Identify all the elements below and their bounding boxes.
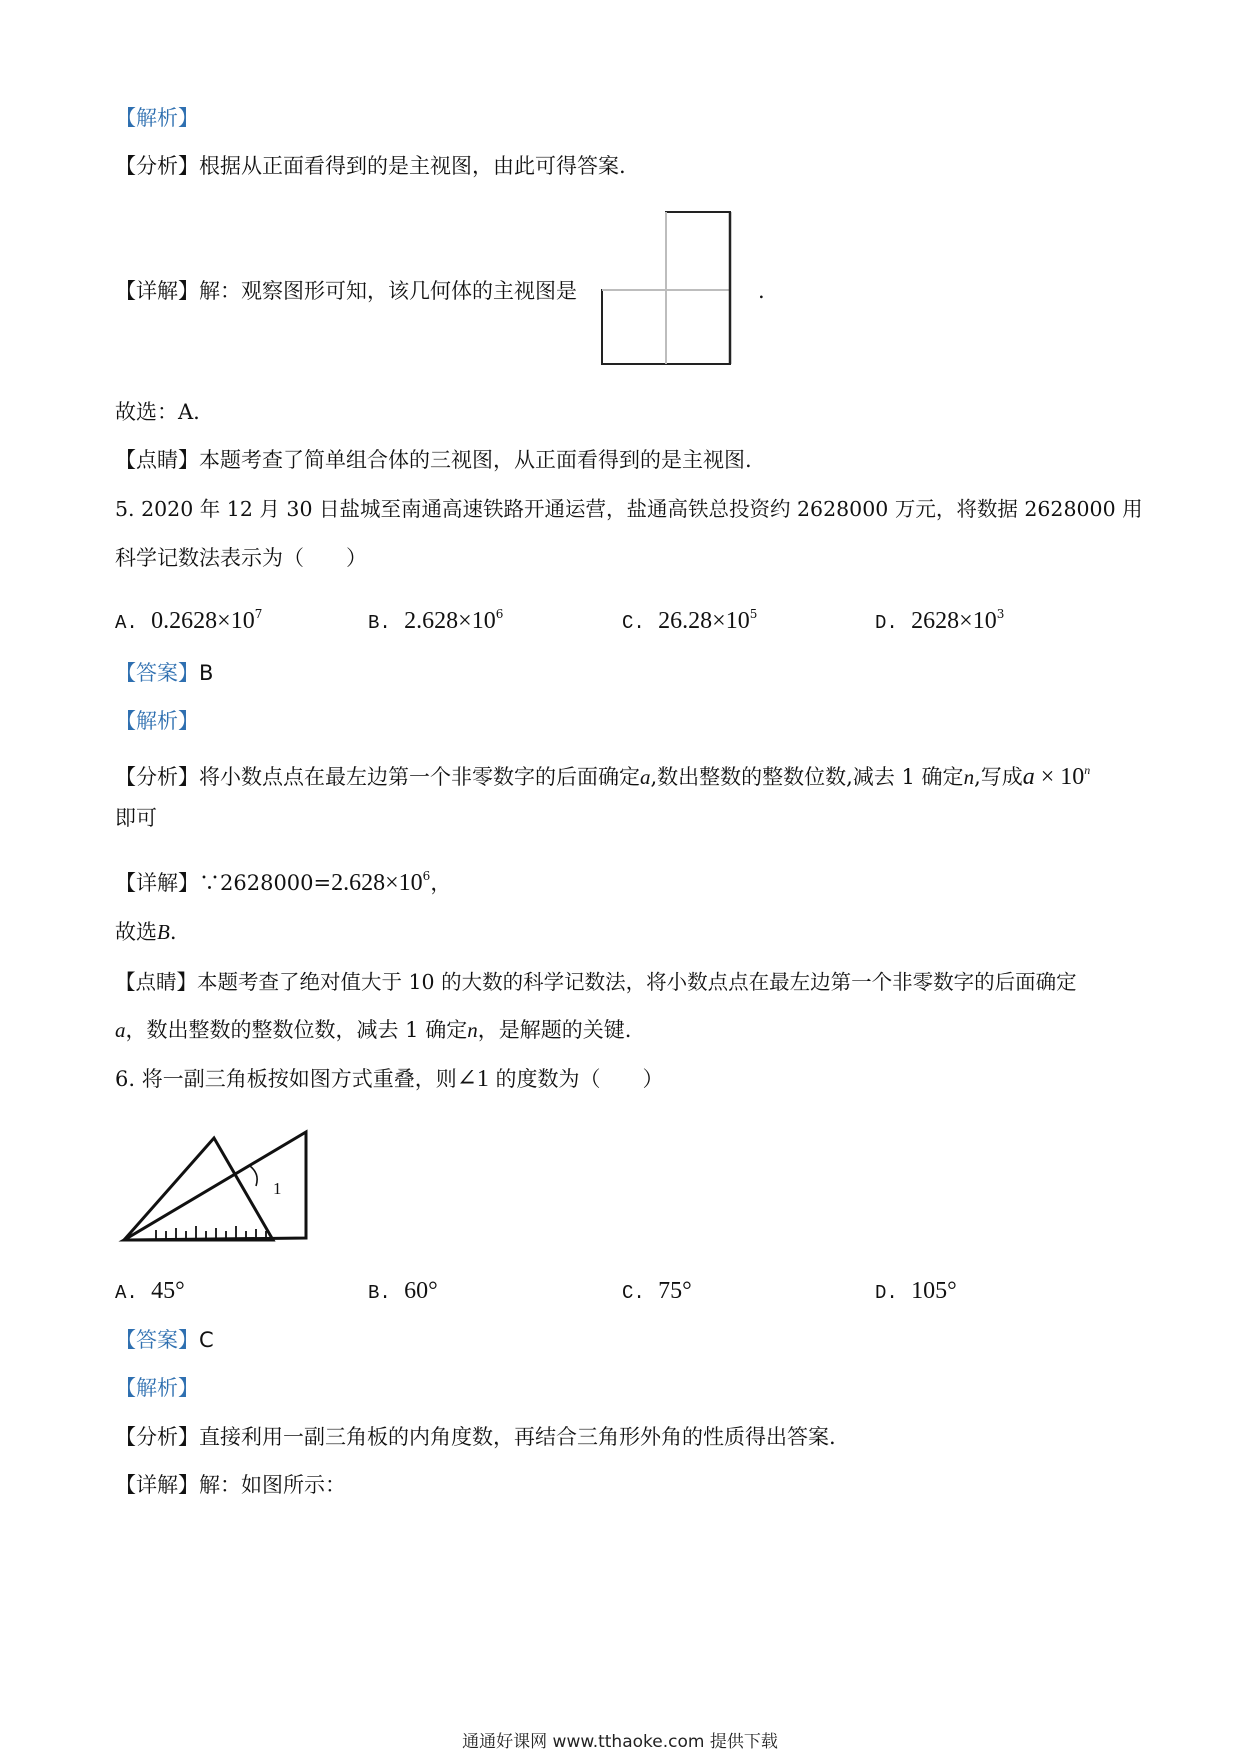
detail-label: 【详解】 [115, 279, 199, 303]
detail-paragraph [115, 276, 577, 306]
q5-comment-line-1: 【点睛】本题考查了绝对值大于 10 的大数的科学记数法，将小数点点在最左边第一个非零数字的后面确定 [115, 970, 1077, 994]
q6-analysis-heading: 【解析】 [115, 1376, 199, 1400]
q5-detail-label: 【详解】 [115, 871, 199, 895]
angle-1-arc [250, 1166, 257, 1186]
q5-text-line-2: 科学记数法表示为（ ） [115, 546, 367, 570]
q6-option-b: B. 60° [368, 1278, 438, 1304]
choice-statement: 故选：A. [115, 400, 200, 424]
page-footer: 通通好课网 www.tthaoke.com 提供下载 [462, 1732, 778, 1752]
analysis-paragraph [115, 151, 626, 181]
q5-text-line-1: 5. 2020 年 12 月 30 日盐城至南通高速铁路开通运营，盐通高铁总投资约 2628000 万元，将数据 2628000 用 [115, 497, 1143, 521]
q5-choice-statement: 故选B. [115, 920, 177, 944]
angle-1-label: 1 [273, 1179, 282, 1198]
q5-option-a: A. $0.2628\times 10^7$ [115, 607, 263, 634]
q6-answer-label: 【答案】 [115, 1328, 199, 1352]
triangle-rulers-figure [118, 1118, 318, 1248]
q6-option-a: A. 45° [115, 1278, 185, 1304]
comment-label: 【点睛】 [115, 448, 199, 472]
q5-analysis-label: 【分析】 [115, 765, 199, 789]
front-view-lower-right-square [666, 290, 730, 364]
comment-text: 本题考查了简单组合体的三视图，从正面看得到的是主视图. [199, 448, 752, 472]
q6-analysis-paragraph: 【分析】直接利用一副三角板的内角度数，再结合三角形外角的性质得出答案. [115, 1425, 836, 1449]
q5-answer-value: B [199, 661, 214, 685]
q5-analysis-heading: 【解析】 [115, 709, 199, 733]
q5-option-c: C. $26.28\times 10^5$ [622, 607, 758, 634]
q5-answer-label: 【答案】 [115, 661, 199, 685]
front-view-figure [600, 210, 740, 368]
analysis-heading: 【解析】 [115, 106, 199, 130]
q5-analysis-formula: a [1022, 764, 1035, 790]
q6-option-d: D. 105° [875, 1278, 957, 1304]
front-view-upper-square [666, 212, 730, 290]
q6-answer [115, 1325, 214, 1355]
q5-comment-label: 【点睛】 [115, 970, 197, 994]
q6-analysis-label: 【分析】 [115, 1425, 199, 1449]
q6-detail-label: 【详解】 [115, 1473, 199, 1497]
q5-analysis-line-2: 即可 [115, 806, 157, 830]
comment-paragraph [115, 445, 752, 475]
q5-option-d: D. $2628\times 10^3$ [875, 607, 1005, 634]
q5-comment-line-2: a，数出整数的整数位数，减去 1 确定n，是解题的关键. [115, 1018, 632, 1042]
q6-option-c: C. 75° [622, 1278, 692, 1304]
analysis-label: 【分析】 [115, 154, 199, 178]
q5-detail-paragraph: 【详解】$\because 2628000=2.628\times 10^6$， [115, 869, 452, 896]
q5-analysis-paragraph: 【分析】将小数点点在最左边第一个非零数字的后面确定a,数出整数的整数位数,减去 1 确定n,写成$a \times 10^n$ [115, 763, 1091, 790]
detail-text: 解：观察图形可知，该几何体的主视图是 [199, 279, 577, 303]
front-view-lower-left-square [602, 290, 666, 364]
q6-question: 6. 将一副三角板按如图方式重叠，则∠1 的度数为（ ） [115, 1066, 664, 1092]
q5-option-b: B. $2.628\times 10^6$ [368, 607, 504, 634]
analysis-text: 根据从正面看得到的是主视图，由此可得答案. [199, 154, 626, 178]
detail-trailing-dot: . [758, 279, 765, 303]
q6-answer-value: C [199, 1328, 214, 1352]
q6-detail-paragraph: 【详解】解：如图所示： [115, 1473, 346, 1497]
ruler-triangle-45 [124, 1138, 273, 1240]
q5-answer [115, 658, 213, 688]
q6-angle-symbol: ∠1 [456, 1066, 489, 1092]
